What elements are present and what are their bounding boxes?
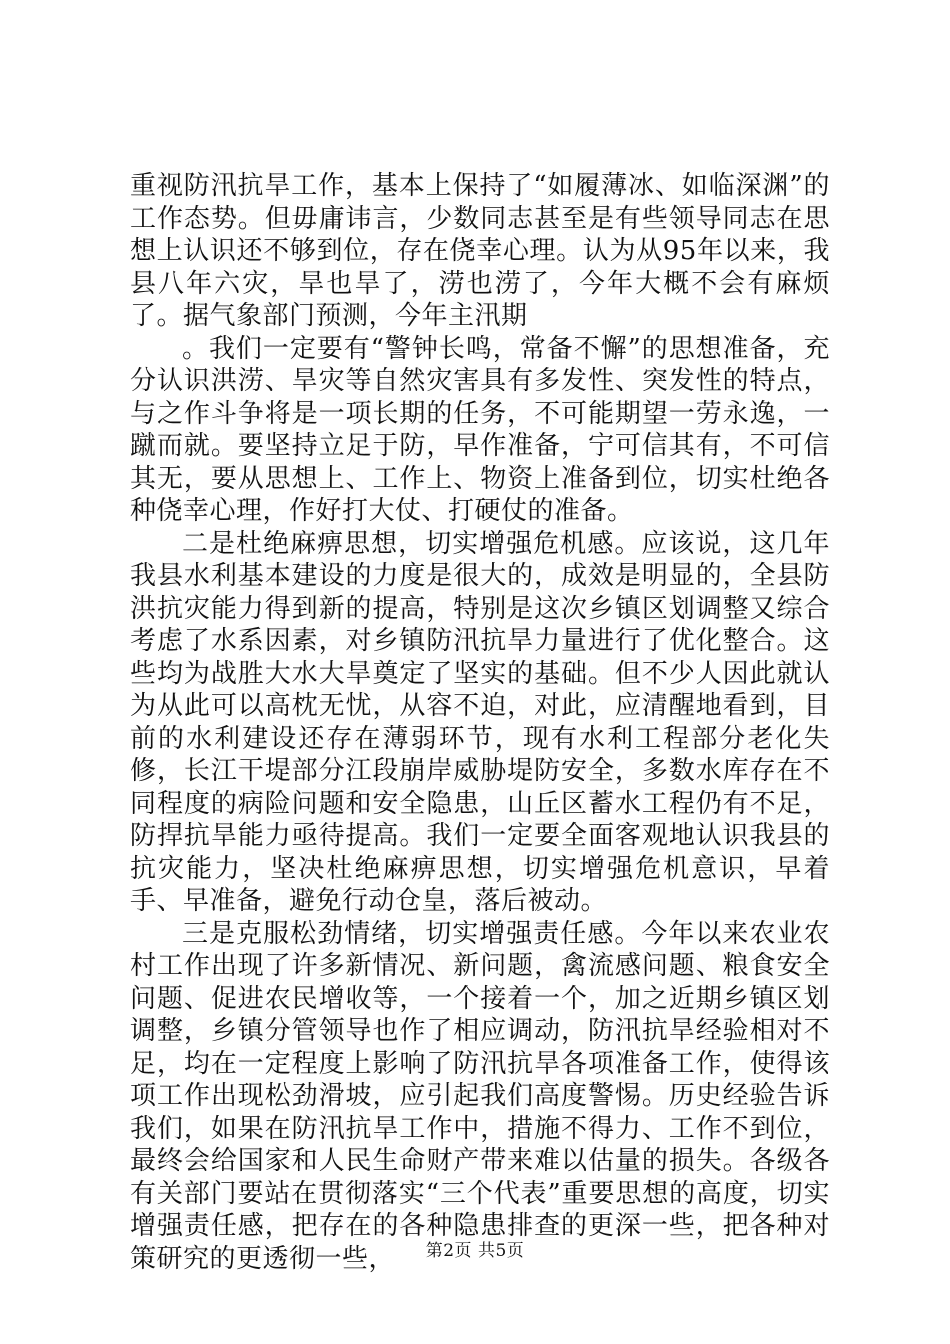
paragraph-3: 二是杜绝麻痹思想，切实增强危机感。应该说，这几年我县水利基本建设的力度是很大的，成效是明显的，全县防洪抗灾能力得到新的提高，特别是这次乡镇区划调整又综合考虑了水系因素，对乡镇防汛抗旱力量进行了优化整合。这些均为战胜大水大旱奠定了坚实的基础。但不少人因此就认为从此可以高枕无忧，从容不迫，对此，应清醒地看到，目前的水利建设还存在薄弱环节，现有水利工程部分老化失修，长江干堤部分江段崩岸威胁堤防安全，多数水库存在不同程度的病险问题和安全隐患，山丘区蓄水工程仍有不足，防捍抗旱能力亟待提高。我们一定要全面客观地认识我县的抗灾能力，坚决杜绝麻痹思想，切实增强危机意识，早着手、早准备，避免行动仓皇，落后被动。 bbox=[130, 528, 830, 916]
paragraph-1: 重视防汛抗旱工作，基本上保持了“如履薄冰、如临深渊”的工作态势。但毋庸讳言，少数同志甚至是有些领导同志在思想上认识还不够到位，存在侥幸心理。认为从95年以来，我县八年六灾，旱也旱了，涝也涝了，今年大概不会有麻烦了。据气象部门预测，今年主汛期 bbox=[130, 171, 830, 331]
paragraph-4: 三是克服松劲情绪，切实增强责任感。今年以来农业农村工作出现了许多新情况、新问题，禽流感问题、粮食安全问题、促进农民增收等，一个接着一个，加之近期乡镇区划调整，乡镇分管领导也作了相应调动，防汛抗旱经验相对不足，均在一定程度上影响了防汛抗旱各项准备工作，使得该项工作出现松劲滑坡，应引起我们高度警惕。历史经验告诉我们，如果在防汛抗旱工作中，措施不得力、工作不到位，最终会给国家和人民生命财产带来难以估量的损失。各级各有关部门要站在贯彻落实“三个代表”重要思想的高度，切实增强责任感，把存在的各种隐患排查的更深一些，把各种对策研究的更透彻一些， bbox=[130, 918, 830, 1274]
paragraph-2: 。我们一定要有“警钟长鸣，常备不懈”的思想准备，充分认识洪涝、旱灾等自然灾害具有多发性、突发性的特点，与之作斗争将是一项长期的任务，不可能期望一劳永逸，一蹴而就。要坚持立足于防，早作准备，宁可信其有，不可信其无，要从思想上、工作上、物资上准备到位，切实杜绝各种侥幸心理，作好打大仗、打硬仗的准备。 bbox=[130, 333, 830, 526]
document-body bbox=[130, 170, 830, 1275]
page-footer: 第2页 共5页 bbox=[425, 1241, 525, 1261]
